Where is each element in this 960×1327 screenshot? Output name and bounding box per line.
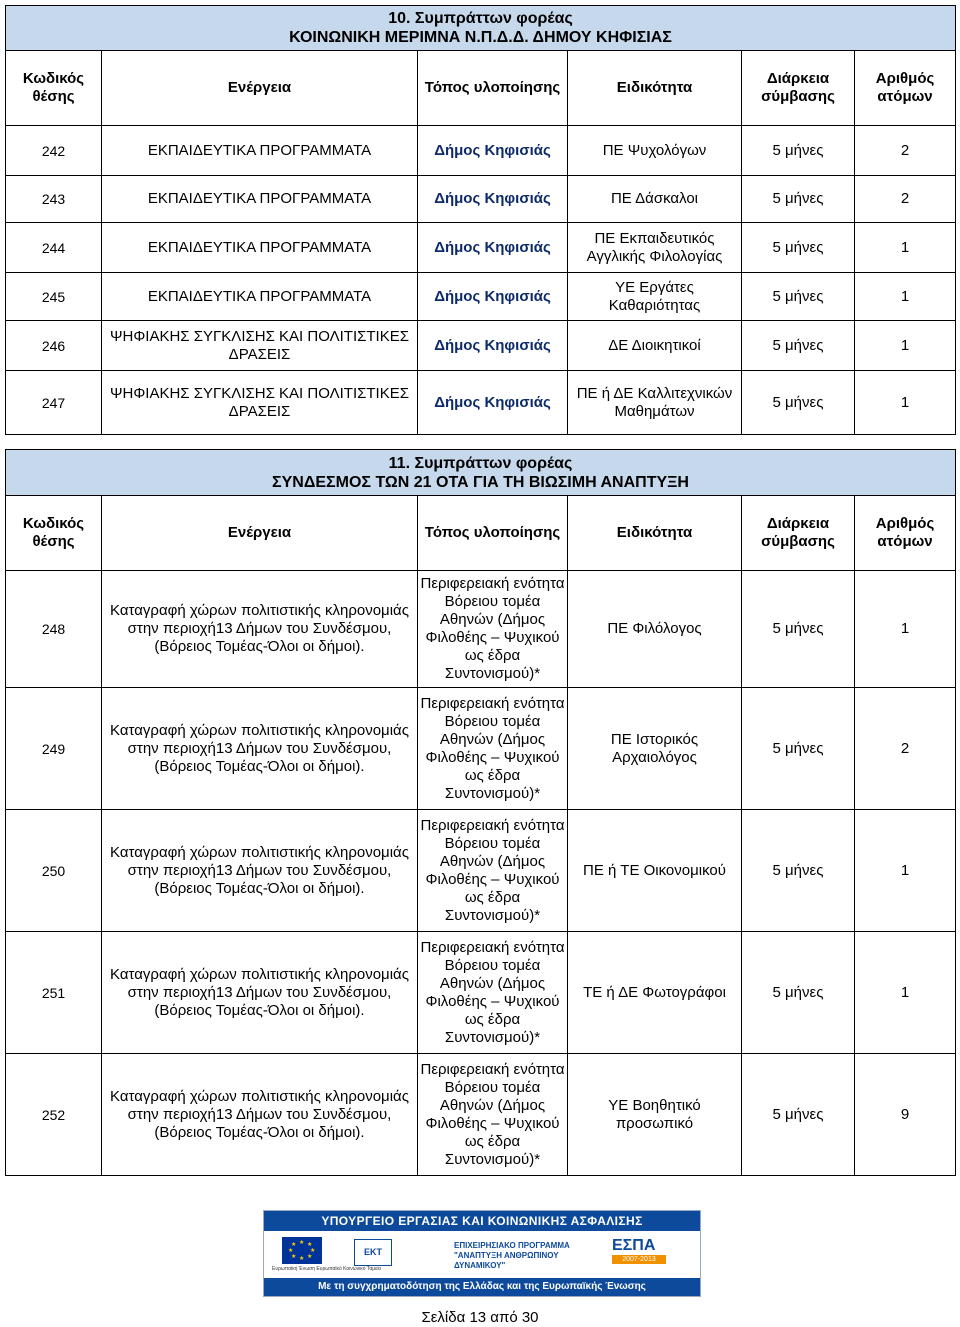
- espa-logo: [612, 1237, 682, 1269]
- cell-action: Καταγραφή χώρων πολιτιστικής κληρονομιάς στην περιοχή13 Δήμων του Συνδέσμου, (Βόρειος Τομέας-Όλοι οι δήμοι).: [102, 688, 418, 810]
- table-row: [6, 176, 956, 223]
- cell-count: 1: [855, 932, 956, 1054]
- ministry-title: ΥΠΟΥΡΓΕΙΟ ΕΡΓΑΣΙΑΣ ΚΑΙ ΚΟΙΝΩΝΙΚΗΣ ΑΣΦΑΛΙΣΗΣ: [264, 1211, 700, 1231]
- cell-place: Δήμος Κηφισιάς: [418, 321, 568, 371]
- cell-code: 242: [6, 126, 102, 176]
- cell-code: 249: [6, 688, 102, 810]
- cell-place: Δήμος Κηφισιάς: [418, 371, 568, 435]
- section-11-title-line2: ΣΥΝΔΕΣΜΟΣ ΤΩΝ 21 ΟΤΑ ΓΙΑ ΤΗ ΒΙΩΣΙΜΗ ΑΝΑΠΤΥΞΗ: [272, 473, 689, 491]
- table-row: [6, 932, 956, 1054]
- cell-action: Καταγραφή χώρων πολιτιστικής κληρονομιάς στην περιοχή13 Δήμων του Συνδέσμου, (Βόρειος Τομέας-Όλοι οι δήμοι).: [102, 571, 418, 688]
- cell-count: 1: [855, 371, 956, 435]
- cell-specialty: ΠΕ Δάσκαλοι: [568, 176, 742, 223]
- table-row: [6, 126, 956, 176]
- cell-code: 251: [6, 932, 102, 1054]
- section-11-title: [6, 450, 956, 496]
- cell-count: 1: [855, 571, 956, 688]
- header-count: Αριθμός ατόμων: [855, 496, 956, 571]
- cell-duration: 5 μήνες: [742, 571, 855, 688]
- cell-count: 9: [855, 1054, 956, 1176]
- cell-duration: 5 μήνες: [742, 810, 855, 932]
- espa-title: ΕΣΠΑ: [612, 1237, 656, 1254]
- table-section-11: [5, 449, 956, 1176]
- cell-duration: 5 μήνες: [742, 126, 855, 176]
- espa-years: 2007-2013: [612, 1255, 666, 1264]
- cell-specialty: ΠΕ Φιλόλογος: [568, 571, 742, 688]
- page-number: Σελίδα 13 από 30: [421, 1309, 539, 1326]
- cell-duration: 5 μήνες: [742, 371, 855, 435]
- cell-code: 250: [6, 810, 102, 932]
- header-code: Κωδικός θέσης: [6, 51, 102, 126]
- cell-specialty: ΥΕ Βοηθητικό προσωπικό: [568, 1054, 742, 1176]
- table-header-row: [6, 496, 956, 571]
- cell-specialty: ΥΕ Εργάτες Καθαριότητας: [568, 273, 742, 321]
- header-code: Κωδικός θέσης: [6, 496, 102, 571]
- cell-count: 1: [855, 223, 956, 273]
- table-row: [6, 321, 956, 371]
- cell-place: Περιφερειακή ενότητα Βόρειου τομέα Αθηνών (Δήμος Φιλοθέης – Ψυχικού ως έδρα Συντονισμού)*: [418, 1054, 568, 1176]
- header-place: Τόπος υλοποίησης: [418, 51, 568, 126]
- cell-count: 1: [855, 321, 956, 371]
- cell-code: 247: [6, 371, 102, 435]
- eu-caption: Ευρωπαϊκή Ένωση Ευρωπαϊκό Κοινωνικό Ταμείο: [272, 1266, 382, 1272]
- cell-action: ΨΗΦΙΑΚΗΣ ΣΥΓΚΛΙΣΗΣ ΚΑΙ ΠΟΛΙΤΙΣΤΙΚΕΣ ΔΡΑΣΕΙΣ: [102, 321, 418, 371]
- cell-action: Καταγραφή χώρων πολιτιστικής κληρονομιάς στην περιοχή13 Δήμων του Συνδέσμου, (Βόρειος Τομέας-Όλοι οι δήμοι).: [102, 810, 418, 932]
- funding-banner: [263, 1210, 701, 1297]
- cell-code: 252: [6, 1054, 102, 1176]
- cell-duration: 5 μήνες: [742, 273, 855, 321]
- cell-duration: 5 μήνες: [742, 223, 855, 273]
- cell-count: 2: [855, 176, 956, 223]
- cell-code: 243: [6, 176, 102, 223]
- cell-place: Δήμος Κηφισιάς: [418, 126, 568, 176]
- cell-place: Δήμος Κηφισιάς: [418, 176, 568, 223]
- cell-count: 1: [855, 810, 956, 932]
- logos-strip: [264, 1231, 700, 1278]
- cell-action: ΕΚΠΑΙΔΕΥΤΙΚΑ ΠΡΟΓΡΑΜΜΑΤΑ: [102, 126, 418, 176]
- cell-duration: 5 μήνες: [742, 176, 855, 223]
- cell-place: Δήμος Κηφισιάς: [418, 273, 568, 321]
- header-duration: Διάρκεια σύμβασης: [742, 51, 855, 126]
- programme-name: ΕΠΙΧΕΙΡΗΣΙΑΚΟ ΠΡΟΓΡΑΜΜΑ "ΑΝΑΠΤΥΞΗ ΑΝΘΡΩΠΙΝΟΥ ΔΥΝΑΜΙΚΟΥ": [454, 1241, 570, 1270]
- cell-duration: 5 μήνες: [742, 688, 855, 810]
- esf-logo: ΕΚΤ: [354, 1239, 392, 1266]
- table-row: [6, 688, 956, 810]
- cell-place: Περιφερειακή ενότητα Βόρειου τομέα Αθηνών (Δήμος Φιλοθέης – Ψυχικού ως έδρα Συντονισμού)*: [418, 932, 568, 1054]
- table-row: [6, 810, 956, 932]
- cell-action: ΕΚΠΑΙΔΕΥΤΙΚΑ ΠΡΟΓΡΑΜΜΑΤΑ: [102, 273, 418, 321]
- header-specialty: Ειδικότητα: [568, 496, 742, 571]
- table-row: [6, 571, 956, 688]
- cell-place: Περιφερειακή ενότητα Βόρειου τομέα Αθηνών (Δήμος Φιλοθέης – Ψυχικού ως έδρα Συντονισμού)*: [418, 688, 568, 810]
- section-10-title-line1: 10. Συμπράττων φορέας: [388, 10, 573, 27]
- cell-specialty: ΠΕ ή ΤΕ Οικονομικού: [568, 810, 742, 932]
- cell-duration: 5 μήνες: [742, 932, 855, 1054]
- header-duration: Διάρκεια σύμβασης: [742, 496, 855, 571]
- header-count: Αριθμός ατόμων: [855, 51, 956, 126]
- table-row: [6, 1054, 956, 1176]
- section-11-title-line1: 11. Συμπράττων φορέας: [388, 454, 573, 472]
- cofinance-text: Με τη συγχρηματοδότηση της Ελλάδας και της Ευρωπαϊκής Ένωσης: [264, 1278, 700, 1296]
- table-row: [6, 371, 956, 435]
- cell-specialty: ΠΕ Ψυχολόγων: [568, 126, 742, 176]
- section-10-title: [6, 6, 956, 51]
- cell-specialty: ΤΕ ή ΔΕ Φωτογράφοι: [568, 932, 742, 1054]
- cell-code: 248: [6, 571, 102, 688]
- cell-place: Δήμος Κηφισιάς: [418, 223, 568, 273]
- table-row: [6, 223, 956, 273]
- cell-action: ΕΚΠΑΙΔΕΥΤΙΚΑ ΠΡΟΓΡΑΜΜΑΤΑ: [102, 223, 418, 273]
- header-action: Ενέργεια: [102, 51, 418, 126]
- header-specialty: Ειδικότητα: [568, 51, 742, 126]
- cell-count: 1: [855, 273, 956, 321]
- cell-specialty: ΠΕ Εκπαιδευτικός Αγγλικής Φιλολογίας: [568, 223, 742, 273]
- cell-action: Καταγραφή χώρων πολιτιστικής κληρονομιάς στην περιοχή13 Δήμων του Συνδέσμου, (Βόρειος Τομέας-Όλοι οι δήμοι).: [102, 932, 418, 1054]
- cell-action: ΨΗΦΙΑΚΗΣ ΣΥΓΚΛΙΣΗΣ ΚΑΙ ΠΟΛΙΤΙΣΤΙΚΕΣ ΔΡΑΣΕΙΣ: [102, 371, 418, 435]
- cell-specialty: ΠΕ ή ΔΕ Καλλιτεχνικών Μαθημάτων: [568, 371, 742, 435]
- cell-count: 2: [855, 688, 956, 810]
- cell-specialty: ΠΕ Ιστορικός Αρχαιολόγος: [568, 688, 742, 810]
- section-10-title-line2: ΚΟΙΝΩΝΙΚΗ ΜΕΡΙΜΝΑ Ν.Π.Δ.Δ. ΔΗΜΟΥ ΚΗΦΙΣΙΑΣ: [289, 29, 672, 46]
- cell-code: 245: [6, 273, 102, 321]
- cell-duration: 5 μήνες: [742, 1054, 855, 1176]
- cell-code: 246: [6, 321, 102, 371]
- table-row: [6, 273, 956, 321]
- cell-place: Περιφερειακή ενότητα Βόρειου τομέα Αθηνών (Δήμος Φιλοθέης – Ψυχικού ως έδρα Συντονισμού)*: [418, 571, 568, 688]
- cell-duration: 5 μήνες: [742, 321, 855, 371]
- table-header-row: [6, 51, 956, 126]
- cell-specialty: ΔΕ Διοικητικοί: [568, 321, 742, 371]
- cell-action: Καταγραφή χώρων πολιτιστικής κληρονομιάς στην περιοχή13 Δήμων του Συνδέσμου, (Βόρειος Τομέας-Όλοι οι δήμοι).: [102, 1054, 418, 1176]
- cell-code: 244: [6, 223, 102, 273]
- cell-place: Περιφερειακή ενότητα Βόρειου τομέα Αθηνών (Δήμος Φιλοθέης – Ψυχικού ως έδρα Συντονισμού)*: [418, 810, 568, 932]
- header-place: Τόπος υλοποίησης: [418, 496, 568, 571]
- cell-count: 2: [855, 126, 956, 176]
- cell-action: ΕΚΠΑΙΔΕΥΤΙΚΑ ΠΡΟΓΡΑΜΜΑΤΑ: [102, 176, 418, 223]
- eu-flag-icon: ★ ★ ★ ★ ★ ★ ★ ★: [282, 1237, 322, 1264]
- table-section-10: [5, 5, 956, 435]
- header-action: Ενέργεια: [102, 496, 418, 571]
